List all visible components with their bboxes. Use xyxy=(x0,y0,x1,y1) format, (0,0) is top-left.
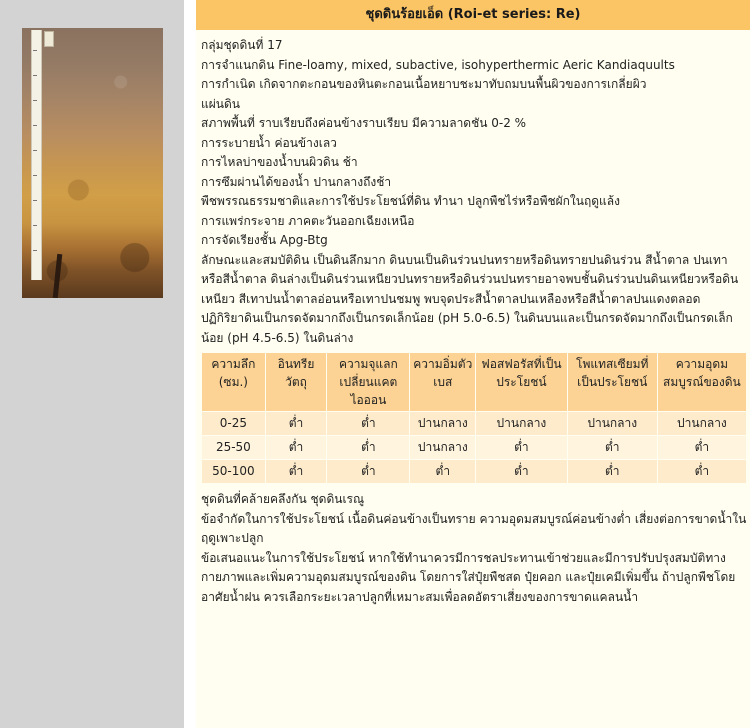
cell-potassium: ปานกลาง xyxy=(568,412,657,435)
soil-origin-line1: การกำเนิด เกิดจากตะกอนของหินตะกอนเนื้อหยาบชะมาทับถมบนพื้นผิวของการเกลี่ยผิว xyxy=(201,77,647,91)
header-depth: ความลึก (ซม.) xyxy=(202,353,265,411)
cell-organic-matter: ต่ำ xyxy=(266,436,327,459)
table-row xyxy=(202,412,746,435)
soil-characteristics: ลักษณะและสมบัติดิน เป็นดินลึกมาก ดินบนเป็นดินร่วนปนทรายหรือดินทรายปนดินร่วน สีน้ำตาล ปนเทาหรือสีน้ำตาล ดินล่างเป็นดินร่วนเหนียวปนทรายหรือดินร่วนปนทรายอาจพบชั้นดินร่วนปนดินเหนียวหรือดินเหนียว สีเทาปนน้ำตาลอ่อนหรือเทาปนชมพู พบจุดประสีน้ำตาลปนเหลืองหรือสีน้ำตาลปนแดงตลอด ปฏิกิริยาดินเป็นกรดจัดมากถึงเป็นกรดเล็กน้อย (pH 5.0-6.5) ในดินบนและเป็นกรดจัดมากถึงเป็นกรดเล็กน้อย (pH 4.5-6.5) ในดินล่าง xyxy=(201,252,739,345)
label-tag xyxy=(44,31,54,47)
cell-base-saturation: ปานกลาง xyxy=(410,436,475,459)
cell-cec: ต่ำ xyxy=(327,412,409,435)
cell-phosphorus: ต่ำ xyxy=(476,460,567,483)
cell-fertility: ปานกลาง xyxy=(658,412,746,435)
soil-permeability: การซึมผ่านได้ของน้ำ ปานกลางถึงช้า xyxy=(201,174,392,189)
soil-landform: สภาพพื้นที่ ราบเรียบถึงค่อนข้างราบเรียบ มีความลาดชัน 0-2 % xyxy=(201,116,527,130)
cell-potassium: ต่ำ xyxy=(568,460,657,483)
soil-vegetation: พืชพรรณธรรมชาติและการใช้ประโยชน์ที่ดิน ทำนา ปลูกพืชไร่หรือพืชผักในฤดูแล้ง xyxy=(201,194,620,208)
measuring-ruler xyxy=(31,30,42,280)
cell-potassium: ต่ำ xyxy=(568,436,657,459)
header-base-saturation: ความอิ่มตัวเบส xyxy=(410,353,475,411)
soil-classification: การจำแนกดิน Fine-loamy, mixed, subactive, isohyperthermic Aeric Kandiaquults xyxy=(201,57,675,72)
cell-cec: ต่ำ xyxy=(327,436,409,459)
use-recommendations: ข้อเสนอแนะในการใช้ประโยชน์ หากใช้ทำนาควรมีการชลประทานเข้าช่วยและมีการปรับปรุงสมบัติทางกายภาพและเพิ่มความอุดมสมบูรณ์ของดิน โดยการใส่ปุ๋ยพืชสด ปุ๋ยคอก และปุ๋ยเคมีเพิ่มขึ้น ถ้าปลูกพืชโดยอาศัยน้ำฝน ควรเลือกระยะเวลาปลูกที่เหมาะสมเพื่อลดอัตราเสี่ยงของการขาดแคลนน้ำ xyxy=(201,550,736,604)
main-content xyxy=(196,0,750,728)
page-title: ชุดดินร้อยเอ็ด (Roi-et series: Re) xyxy=(196,0,750,30)
cell-base-saturation: ต่ำ xyxy=(410,460,475,483)
cell-fertility: ต่ำ xyxy=(658,436,746,459)
cell-depth: 50-100 xyxy=(202,460,265,483)
header-cec: ความจุแลกเปลี่ยนแคตไอออน xyxy=(327,353,409,411)
header-potassium: โพแทสเซียมที่เป็นประโยชน์ xyxy=(568,353,657,411)
cell-organic-matter: ต่ำ xyxy=(266,460,327,483)
soil-group: กลุ่มชุดดินที่ 17 xyxy=(201,38,283,52)
cell-fertility: ต่ำ xyxy=(658,460,746,483)
cell-phosphorus: ต่ำ xyxy=(476,436,567,459)
soil-distribution: การแพร่กระจาย ภาคตะวันออกเฉียงเหนือ xyxy=(201,213,415,228)
table-row xyxy=(202,460,746,483)
cell-organic-matter: ต่ำ xyxy=(266,412,327,435)
similar-series: ชุดดินที่คล้ายคลึงกัน ชุดดินเรณู xyxy=(201,492,365,506)
soil-properties-table xyxy=(201,352,747,484)
soil-profile-photo xyxy=(22,28,163,298)
header-fertility: ความอุดมสมบูรณ์ของดิน xyxy=(658,353,746,411)
soil-horizons: การจัดเรียงชั้น Apg-Btg xyxy=(201,233,328,247)
soil-origin-line2: แผ่นดิน xyxy=(201,96,240,111)
soil-drainage: การระบายน้ำ ค่อนข้างเลว xyxy=(201,135,337,150)
cell-depth: 0-25 xyxy=(202,412,265,435)
header-phosphorus: ฟอสฟอรัสที่เป็นประโยชน์ xyxy=(476,353,567,411)
soil-runoff: การไหลบ่าของน้ำบนผิวดิน ช้า xyxy=(201,155,358,169)
left-sidebar xyxy=(0,0,184,728)
soil-texture xyxy=(22,28,163,298)
soil-description xyxy=(201,36,747,607)
cell-phosphorus: ปานกลาง xyxy=(476,412,567,435)
cell-base-saturation: ปานกลาง xyxy=(410,412,475,435)
header-organic-matter: อินทรียวัตถุ xyxy=(266,353,327,411)
cell-cec: ต่ำ xyxy=(327,460,409,483)
use-limitations: ข้อจำกัดในการใช้ประโยชน์ เนื้อดินค่อนข้างเป็นทราย ความอุดมสมบูรณ์ค่อนข้างต่ำ เสี่ยงต่อการขาดน้ำในฤดูเพาะปลูก xyxy=(201,511,747,545)
table-header-row xyxy=(202,353,746,411)
cell-depth: 25-50 xyxy=(202,436,265,459)
table-row xyxy=(202,436,746,459)
